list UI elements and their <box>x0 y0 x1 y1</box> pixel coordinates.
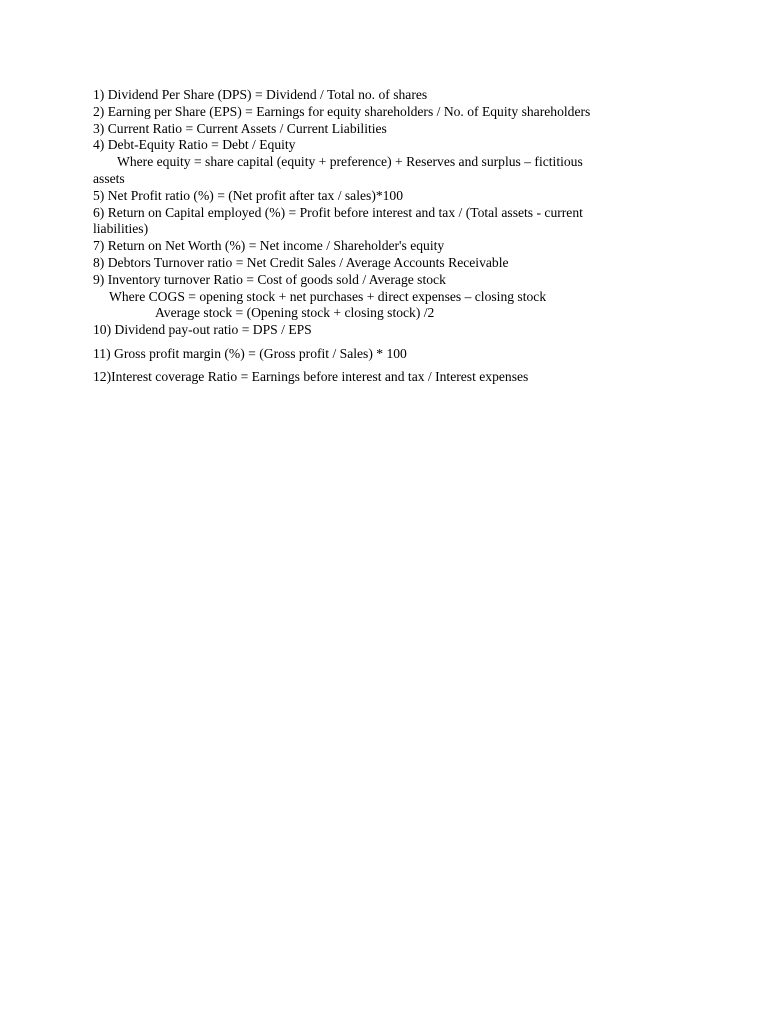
ratio-line-return-on-net-worth: 7) Return on Net Worth (%) = Net income / Shareholder's equity <box>93 238 445 254</box>
ratio-line-dps: 1) Dividend Per Share (DPS) = Dividend / Total no. of shares <box>93 87 428 102</box>
ratio-line-eps: 2) Earning per Share (EPS) = Earnings for equity shareholders / No. of Equity shareholders <box>93 103 591 119</box>
ratio-line-interest-coverage: 12)Interest coverage Ratio = Earnings before interest and tax / Interest expenses <box>93 368 529 384</box>
ratio-line-debtors-turnover: 8) Debtors Turnover ratio = Net Credit Sales / Average Accounts Receivable <box>93 254 509 270</box>
ratio-line-inventory-turnover: 9) Inventory turnover Ratio = Cost of goods sold / Average stock <box>93 271 446 287</box>
average-stock-definition-line: Average stock = (Opening stock + closing stock) /2 <box>155 305 435 321</box>
financial-ratios-list <box>93 87 673 386</box>
ratio-line-net-profit: 5) Net Profit ratio (%) = (Net profit after tax / sales)*100 <box>93 187 404 203</box>
ratio-line-debt-equity: 4) Debt-Equity Ratio = Debt / Equity <box>93 137 296 153</box>
ratio-line-roce-continuation: liabilities) <box>93 221 149 237</box>
ratio-line-current-ratio: 3) Current Ratio = Current Assets / Current Liabilities <box>93 120 387 136</box>
equity-definition-line: Where equity = share capital (equity + preference) + Reserves and surplus – fictitious <box>117 154 583 170</box>
ratio-line-roce: 6) Return on Capital employed (%) = Profit before interest and tax / (Total assets - current <box>93 204 583 220</box>
ratio-line-dividend-payout: 10) Dividend pay-out ratio = DPS / EPS <box>93 322 312 338</box>
equity-definition-continuation: assets <box>93 170 125 186</box>
cogs-definition-line: Where COGS = opening stock + net purchases + direct expenses – closing stock <box>109 288 547 304</box>
ratio-line-gross-profit-margin: 11) Gross profit margin (%) = (Gross profit / Sales) * 100 <box>93 345 407 361</box>
